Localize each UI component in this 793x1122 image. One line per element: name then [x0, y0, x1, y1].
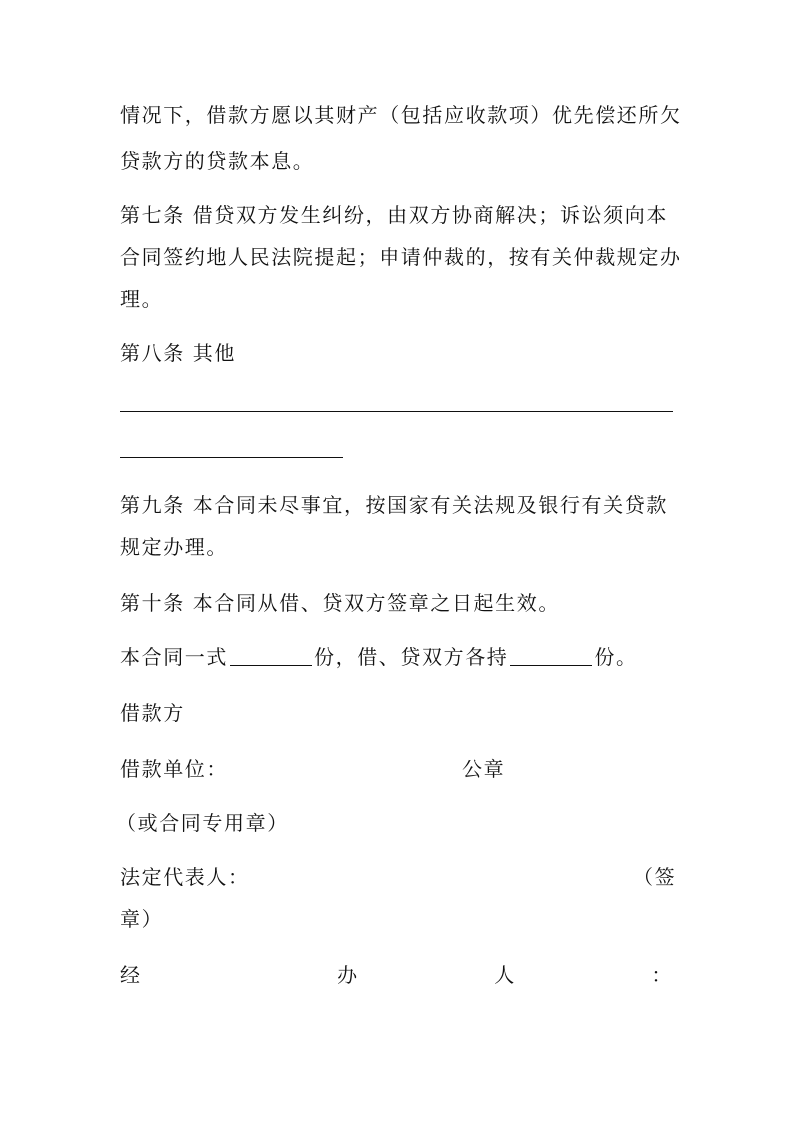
- paragraph-line: 贷款方的贷款本息。: [120, 149, 315, 173]
- article-7-line: 理。: [120, 287, 164, 311]
- handler-char: ：: [651, 963, 673, 987]
- fill-in-line: [120, 457, 343, 458]
- copies-text: 份。: [594, 645, 638, 669]
- article-10: 第十条 本合同从借、贷双方签章之日起生效。: [120, 591, 560, 615]
- handler-char: 办: [337, 963, 359, 987]
- copies-text: 本合同一式: [120, 645, 228, 669]
- copies-clause: [120, 638, 673, 676]
- copies-blank: [230, 645, 312, 666]
- article-9-line: 规定办理。: [120, 535, 228, 559]
- copies-blank: [510, 645, 592, 666]
- copies-text: 份，借、贷双方各持: [314, 645, 509, 669]
- sign-label: 章）: [120, 907, 164, 931]
- article-8-heading: 第八条 其他: [120, 341, 236, 365]
- article-7-line: 合同签约地人民法院提起；申请仲裁的，按有关仲裁规定办: [120, 245, 682, 269]
- handler-line: [120, 956, 673, 994]
- paragraph-line: 情况下，借款方愿以其财产（包括应收款项）优先偿还所欠: [120, 103, 682, 127]
- fill-in-line: [120, 411, 673, 412]
- seal-note: （或合同专用章）: [116, 811, 289, 835]
- seal-label: 公章: [462, 757, 506, 781]
- borrower-heading: 借款方: [120, 701, 185, 725]
- unit-label: 借款单位：: [120, 757, 228, 781]
- rep-label: 法定代表人：: [120, 865, 250, 889]
- handler-char: 人: [494, 963, 516, 987]
- handler-char: 经: [120, 963, 142, 987]
- article-9-line: 第九条 本合同未尽事宜，按国家有关法规及银行有关贷款: [120, 493, 668, 517]
- sign-label: （签: [633, 865, 677, 889]
- article-7-line: 第七条 借贷双方发生纠纷，由双方协商解决；诉讼须向本: [120, 203, 668, 227]
